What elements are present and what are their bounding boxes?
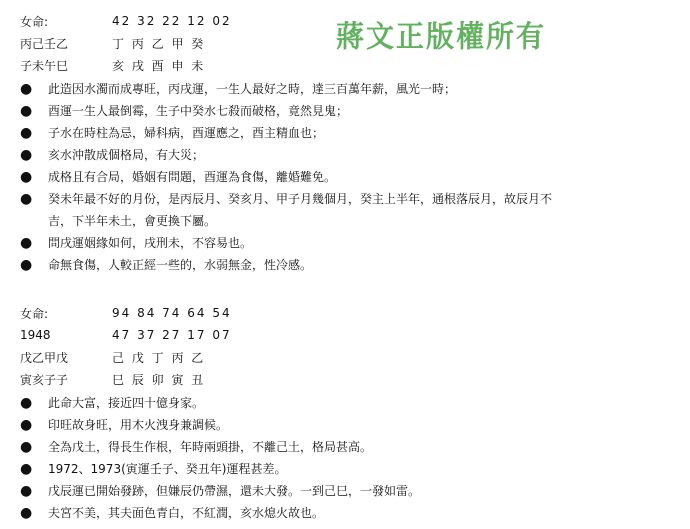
bullet-icon: ● [20,483,33,499]
list-item: ● 此造因水濁而成專旺，丙戌運，一生人最好之時，達三百萬年薪，風光一時； [20,78,670,100]
meta-value: 94 84 74 64 54 [112,306,232,320]
meta-row [20,54,670,76]
bullet-icon: ● [20,169,33,185]
bullet-icon: ● [20,191,33,207]
copyright-watermark: 蔣文正版權所有 [336,19,547,54]
meta-row [20,346,670,368]
meta-key: 戊乙甲戊 [20,350,69,365]
meta-row [20,324,670,346]
bullet-icon: ● [20,235,33,251]
bullet-icon: ● [20,81,33,97]
list-item: ● 成格且有合局，婚姻有問題，酉運為食傷，離婚難免。 [20,166,670,188]
list-item: ● 子水在時柱為忌，婦科病，酉運應之，酉主精血也； [20,122,670,144]
meta-row [20,302,670,324]
meta-key: 丙己壬乙 [20,36,69,51]
bullet-icon: ● [20,125,33,141]
bullet-icon: ● [20,505,33,521]
list-item: ● 酉運一生人最倒霉，生子中癸水七殺而破格，竟然見鬼； [20,100,670,122]
list-item: ● 戊辰運已開始發跡，但嫌辰仍帶濕，還未大發。一到己巳，一發如雷。 [20,480,670,502]
meta-value: 丁 丙 乙 甲 癸 [112,36,206,51]
meta-value: 47 37 27 17 07 [112,328,232,342]
meta-row [20,10,670,32]
list-item: ● 1972、1973(寅運壬子、癸丑年)運程甚差。 [20,458,670,480]
analysis-list-1 [20,78,670,276]
list-item: ● 命無食傷，人較正經一些的，水弱無金，性冷感。 [20,254,670,276]
list-item: ● 全為戊土，得長生作根，年時兩頭掛，不離己土，格局甚高。 [20,436,670,458]
chart-header-1 [20,10,670,76]
list-item: ● 夫宮不美，其夫面色青白，不紅潤，亥水熄火故也。 [20,502,670,524]
list-item: ● 問戌運姻緣如何，戌刑未，不容易也。 [20,232,670,254]
meta-value: 己 戊 丁 丙 乙 [112,350,206,365]
meta-key: 女命: [20,306,49,321]
meta-key: 女命: [20,14,49,29]
bullet-icon: ● [20,103,33,119]
meta-value: 亥 戌 酉 申 未 [112,58,206,73]
bullet-icon: ● [20,439,33,455]
list-item: ● 亥水沖散成個格局，有大災； [20,144,670,166]
bullet-icon: ● [20,461,33,477]
meta-row [20,32,670,54]
meta-key: 1948 [20,328,51,342]
chart-header-2 [20,302,670,390]
list-item: ● 印旺故身旺，用木火洩身兼調候。 [20,414,670,436]
bullet-icon: ● [20,147,33,163]
meta-key: 寅亥子子 [20,372,69,387]
list-item: ● 癸未年最不好的月份，是丙辰月、癸亥月、甲子月幾個月，癸主上半年，通根落辰月，故辰月不 吉，下半年未土，會更換下屬。 [20,188,670,232]
list-item: ● 此命大富，接近四十億身家。 [20,392,670,414]
bullet-icon: ● [20,257,33,273]
meta-row [20,368,670,390]
meta-key: 子未午巳 [20,58,69,73]
analysis-list-2 [20,392,670,524]
meta-value: 42 32 22 12 02 [112,14,232,28]
bullet-icon: ● [20,395,33,411]
bullet-icon: ● [20,417,33,433]
meta-value: 巳 辰 卯 寅 丑 [112,372,206,387]
